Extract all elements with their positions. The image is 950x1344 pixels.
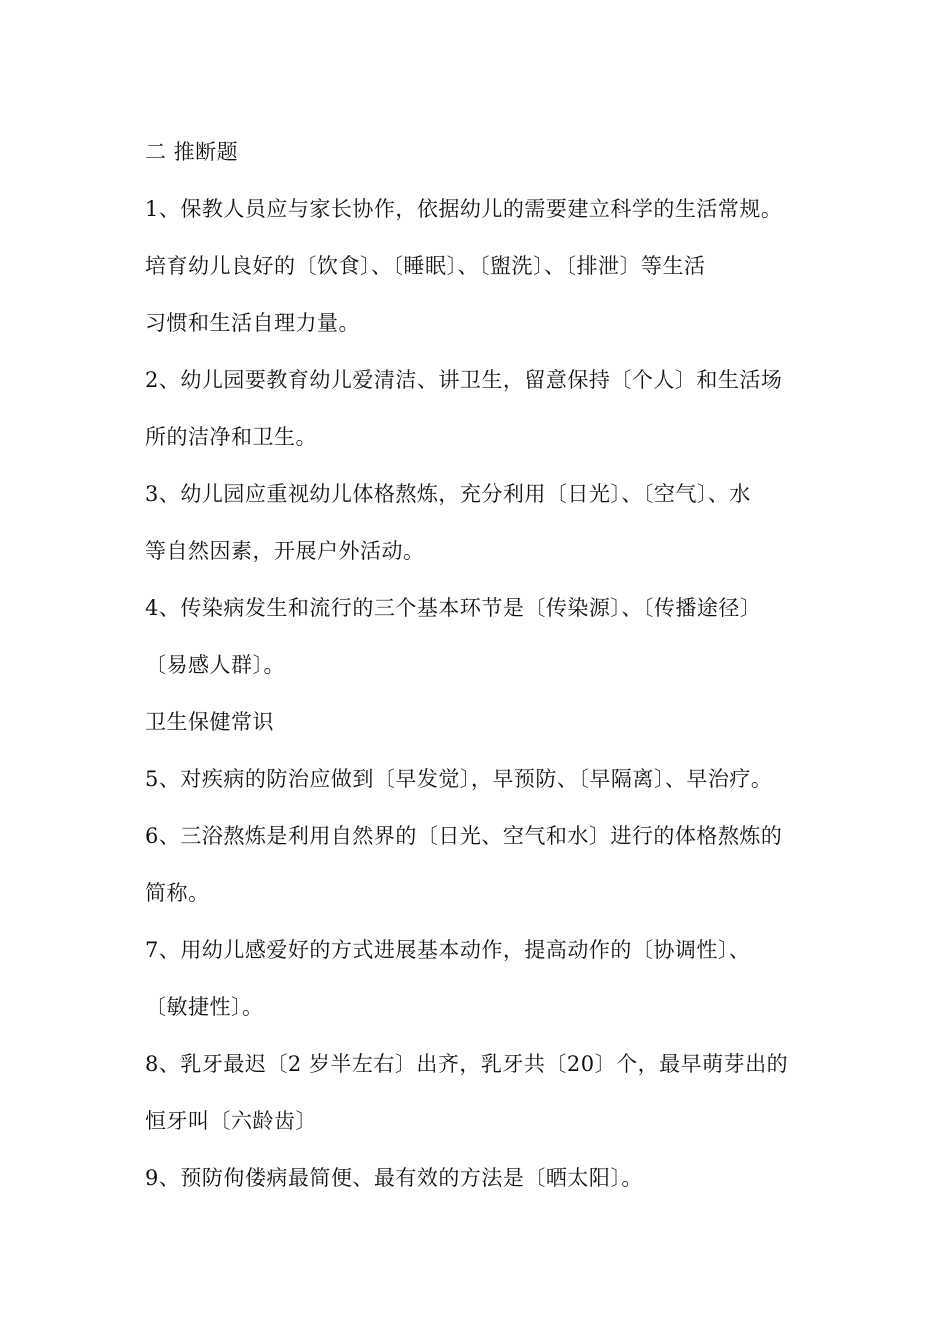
item-6-line-1: 6、三浴熬炼是利用自然界的〔日光、空气和水〕进行的体格熬炼的 xyxy=(145,824,783,848)
section-heading: 二 推断题 xyxy=(145,140,239,164)
item-4-line-1: 4、传染病发生和流行的三个基本环节是〔传染源〕、〔传播途径〕 xyxy=(145,596,762,620)
subsection-heading: 卫生保健常识 xyxy=(145,710,274,734)
item-3-line-2: 等自然因素，开展户外活动。 xyxy=(145,539,425,563)
item-5-line-1: 5、对疾病的防治应做到〔早发觉〕，早预防、〔早隔离〕、早治疗。 xyxy=(145,767,773,791)
item-1-line-1: 1、保教人员应与家长协作，依据幼儿的需要建立科学的生活常规。 xyxy=(145,197,783,221)
item-8-line-2: 恒牙叫〔六龄齿〕 xyxy=(145,1109,317,1133)
item-2-line-1: 2、幼儿园要教育幼儿爱清洁、讲卫生，留意保持〔个人〕和生活场 xyxy=(145,368,783,392)
item-1-line-2: 培育幼儿良好的〔饮食〕、〔睡眠〕、〔盥洗〕、〔排泄〕等生活 xyxy=(145,254,706,278)
item-1-line-3: 习惯和生活自理力量。 xyxy=(145,311,360,335)
item-7-line-2: 〔敏捷性〕。 xyxy=(145,995,264,1019)
item-6-line-2: 简称。 xyxy=(145,881,210,905)
item-7-line-1: 7、用幼儿感爱好的方式进展基本动作，提高动作的〔协调性〕、 xyxy=(145,938,751,962)
item-4-line-2: 〔易感人群〕。 xyxy=(145,653,285,677)
item-2-line-2: 所的洁净和卫生。 xyxy=(145,425,317,449)
item-3-line-1: 3、幼儿园应重视幼儿体格熬炼，充分利用〔日光〕、〔空气〕、水 xyxy=(145,482,751,506)
item-9-line-1: 9、预防佝偻病最简便、最有效的方法是〔晒太阳〕。 xyxy=(145,1166,643,1190)
item-8-line-1: 8、乳牙最迟〔2 岁半左右〕出齐，乳牙共〔20〕个，最早萌芽出的 xyxy=(145,1052,789,1076)
